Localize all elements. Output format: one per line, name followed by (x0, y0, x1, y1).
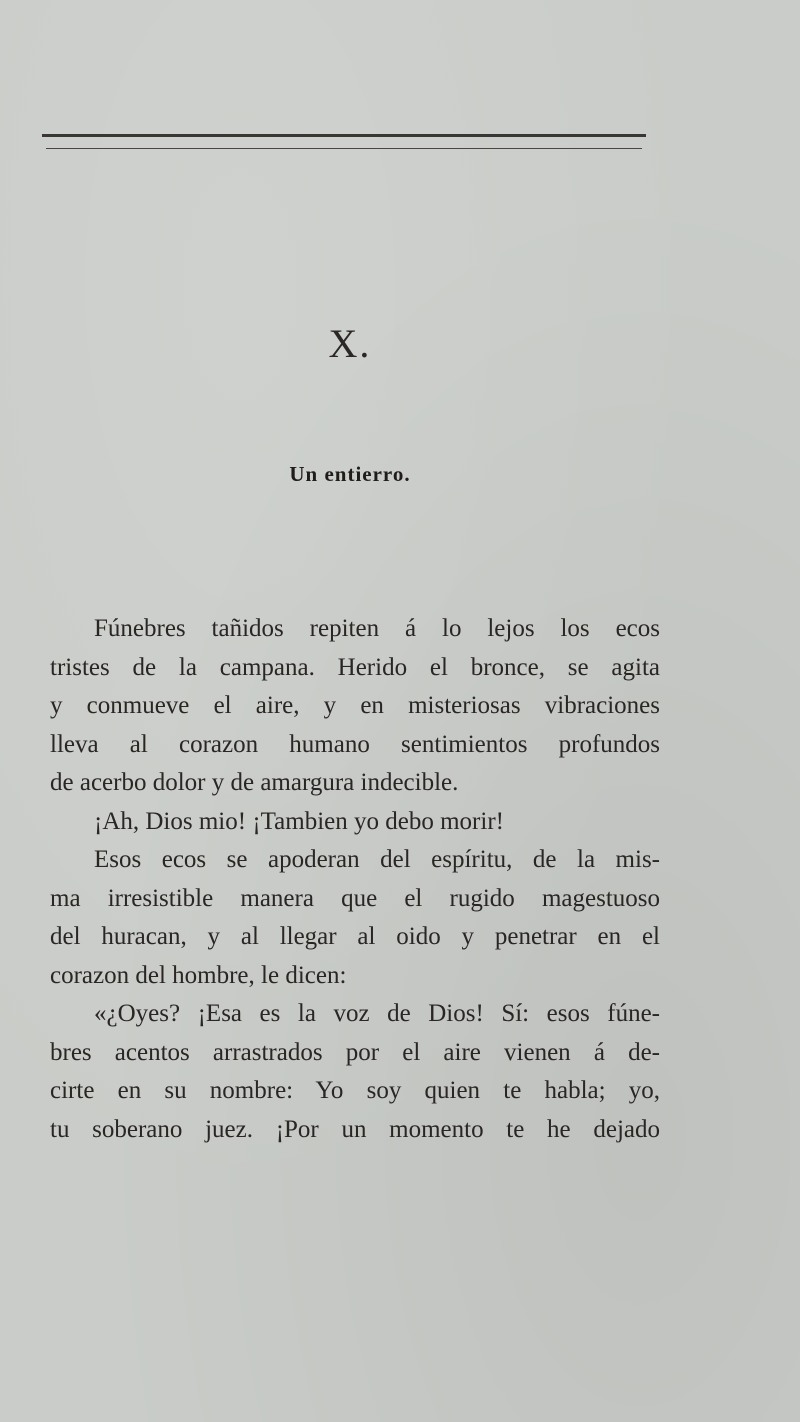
header-rule-thin (46, 148, 642, 149)
chapter-number: X. (328, 321, 372, 366)
header-rule-thick (42, 134, 646, 137)
text-line: y conmueve el aire, y en misteriosas vibraciones (50, 692, 660, 719)
text-line: cirte en su nombre: Yo soy quien te habla; yo, (50, 1077, 660, 1104)
text-line: del huracan, y al llegar al oido y penetrar en el (50, 923, 660, 950)
text-line: ma irresistible manera que el rugido magestuoso (50, 884, 660, 912)
body-text (50, 610, 660, 1149)
text-line: Fúnebres tañidos repiten á lo lejos los ecos (94, 615, 660, 642)
text-line: tristes de la campana. Herido el bronce, se agita (50, 653, 660, 681)
text-line: lleva al corazon humano sentimientos profundos (50, 730, 660, 758)
text-line: Esos ecos se apoderan del espíritu, de la mis- (94, 846, 660, 873)
text-line: de acerbo dolor y de amargura indecible. (50, 769, 459, 796)
chapter-title: Un entierro. (289, 462, 411, 486)
text-line: «¿Oyes? ¡Esa es la voz de Dios! Sí: esos fúne- (94, 1000, 660, 1027)
text-line: bres acentos arrastrados por el aire vienen á de- (50, 1038, 660, 1066)
text-line: ¡Ah, Dios mio! ¡Tambien yo debo morir! (94, 807, 504, 835)
text-line: tu soberano juez. ¡Por un momento te he dejado (50, 1115, 660, 1143)
text-line: corazon del hombre, le dicen: (50, 961, 347, 989)
